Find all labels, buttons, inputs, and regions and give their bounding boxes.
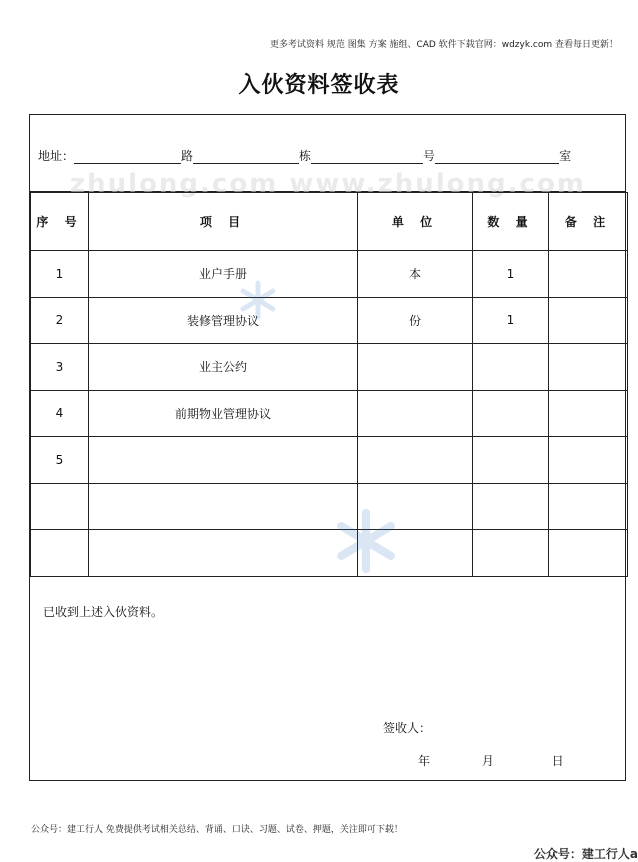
address-line: [38, 147, 571, 164]
room-blank: [435, 150, 559, 164]
cell-unit: 份: [358, 297, 473, 344]
year-label: 年: [418, 754, 431, 768]
cell-item: 装修管理协议: [89, 297, 358, 344]
header-qty: 数 量: [473, 193, 549, 251]
footer-note: 公众号：建工行人 免费提供考试相关总结、背诵、口诀、习题、试卷、押题，关注即可下载！: [31, 825, 403, 835]
header-note: 备 注: [549, 193, 628, 251]
date-row: [418, 752, 564, 769]
cell-no: 2: [31, 297, 89, 344]
snowflake-watermark-icon: [238, 280, 278, 320]
cell-no: 3: [31, 344, 89, 391]
cell-qty: 1: [473, 251, 549, 298]
cell-qty: [473, 483, 549, 530]
watermark: zhulong.com www.zhulong.com: [70, 169, 586, 199]
road-label: 路: [181, 149, 194, 163]
signer-label: 签收人：: [383, 721, 432, 735]
cell-unit: 本: [358, 251, 473, 298]
number-label: 号: [423, 149, 436, 163]
cell-no: 5: [31, 437, 89, 484]
received-statement: 已收到上述入伙资料。: [43, 605, 164, 619]
items-table: [30, 192, 628, 577]
cell-note: [549, 483, 628, 530]
receipt-section: [30, 576, 625, 782]
top-note: 更多考试资料 规范 图集 方案 施组、CAD 软件下载官网：wdzyk.com 查看每日更新！: [270, 40, 618, 50]
cell-item: [89, 483, 358, 530]
cell-qty: [473, 390, 549, 437]
building-label: 栋: [299, 149, 312, 163]
room-label: 室: [559, 149, 572, 163]
day-label: 日: [551, 754, 564, 768]
cell-qty: [473, 344, 549, 391]
table-row: [31, 390, 628, 437]
cell-note: [549, 390, 628, 437]
header-no: 序 号: [31, 193, 89, 251]
cell-no: 1: [31, 251, 89, 298]
address-row: [30, 115, 625, 199]
cell-item: [89, 530, 358, 577]
cell-note: [549, 251, 628, 298]
table-row: [31, 297, 628, 344]
address-label: 地址：: [38, 149, 75, 163]
table-row: [31, 437, 628, 484]
cell-note: [549, 530, 628, 577]
receipt-form: [29, 114, 626, 781]
header-item: 项 目: [89, 193, 358, 251]
cell-note: [549, 437, 628, 484]
cell-item: 前期物业管理协议: [89, 390, 358, 437]
table-row: [31, 251, 628, 298]
cell-qty: [473, 437, 549, 484]
cell-no: [31, 530, 89, 577]
month-label: 月: [481, 754, 494, 768]
number-blank: [311, 150, 423, 164]
header-unit: 单 位: [358, 193, 473, 251]
building-blank: [193, 150, 299, 164]
cell-note: [549, 297, 628, 344]
footer-brand: 公众号：建工行人a: [533, 847, 638, 861]
table-row: [31, 344, 628, 391]
cell-unit: [358, 344, 473, 391]
table-row: [31, 530, 628, 577]
page-title: 入伙资料签收表: [238, 73, 400, 98]
cell-unit: [358, 437, 473, 484]
cell-qty: [473, 530, 549, 577]
snowflake-watermark-icon: [333, 508, 399, 574]
table-header-row: [31, 193, 628, 251]
cell-no: 4: [31, 390, 89, 437]
cell-no: [31, 483, 89, 530]
table-row: [31, 483, 628, 530]
cell-unit: [358, 390, 473, 437]
cell-qty: 1: [473, 297, 549, 344]
road-blank: [74, 150, 181, 164]
cell-item: [89, 437, 358, 484]
cell-item: 业户手册: [89, 251, 358, 298]
cell-note: [549, 344, 628, 391]
cell-item: 业主公约: [89, 344, 358, 391]
